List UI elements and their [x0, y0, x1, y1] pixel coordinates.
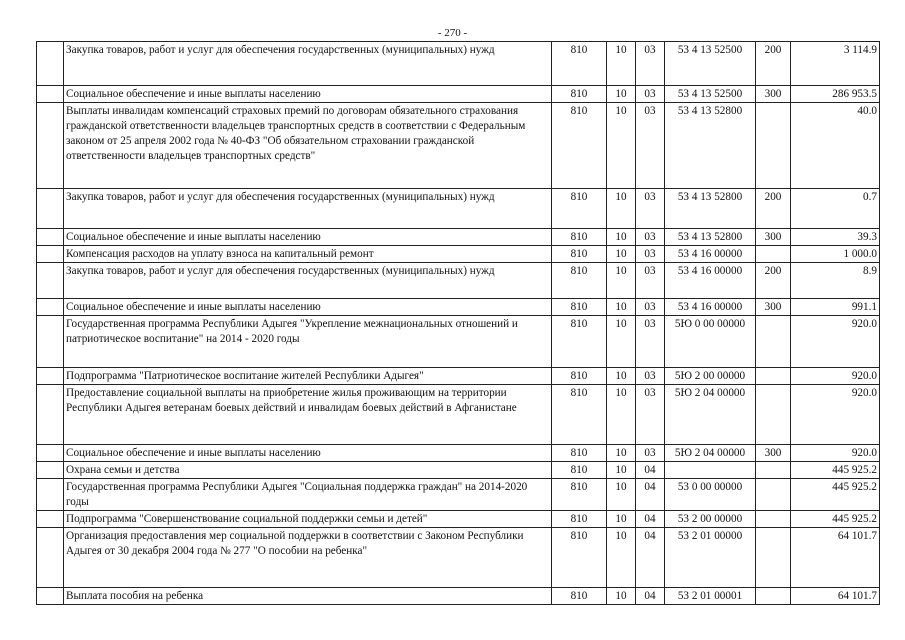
item-name-cell: Предоставление социальной выплаты на приобретение жилья проживающим на территории Республики Адыгея ветеранам боевых действий и инвалидам боевых действий в Афганистане [64, 385, 552, 445]
expense-type-cell: 300 [756, 229, 791, 246]
page-number: - 270 - [437, 27, 468, 39]
expense-type-cell: 300 [756, 86, 791, 103]
item-name-cell: Охрана семьи и детства [64, 462, 552, 479]
row-margin-cell [37, 86, 64, 103]
subsection-code-cell: 03 [636, 299, 665, 316]
section-code-cell: 10 [607, 511, 636, 528]
section-code-cell: 10 [607, 103, 636, 189]
item-name-cell: Компенсация расходов на уплату взноса на капитальный ремонт [64, 246, 552, 263]
row-margin-cell [37, 42, 64, 86]
section-code-cell: 10 [607, 528, 636, 588]
subsection-code-cell: 03 [636, 385, 665, 445]
amount-cell: 920.0 [791, 316, 880, 368]
ved-code-cell: 810 [552, 86, 607, 103]
amount-cell: 920.0 [791, 385, 880, 445]
target-article-cell: 53 4 16 00000 [665, 246, 756, 263]
expense-type-cell [756, 511, 791, 528]
row-margin-cell [37, 445, 64, 462]
row-margin-cell [37, 479, 64, 511]
target-article-cell: 53 2 01 00000 [665, 528, 756, 588]
table-row [37, 316, 880, 368]
target-article-cell [665, 462, 756, 479]
section-code-cell: 10 [607, 229, 636, 246]
item-name-cell: Государственная программа Республики Адыгея "Социальная поддержка граждан" на 2014-2020 годы [64, 479, 552, 511]
table-row [37, 86, 880, 103]
ved-code-cell: 810 [552, 299, 607, 316]
ved-code-cell: 810 [552, 588, 607, 605]
ved-code-cell: 810 [552, 368, 607, 385]
target-article-cell: 53 4 13 52500 [665, 42, 756, 86]
row-margin-cell [37, 385, 64, 445]
row-margin-cell [37, 189, 64, 229]
amount-cell: 64 101.7 [791, 528, 880, 588]
expense-type-cell [756, 528, 791, 588]
section-code-cell: 10 [607, 189, 636, 229]
table-row [37, 299, 880, 316]
target-article-cell: 53 0 00 00000 [665, 479, 756, 511]
item-name-cell: Организация предоставления мер социальной поддержки в соответствии с Законом Республики Адыгея от 30 декабря 2004 года № 277 "О пособии на ребенка" [64, 528, 552, 588]
target-article-cell: 5Ю 2 04 00000 [665, 385, 756, 445]
amount-cell: 991.1 [791, 299, 880, 316]
subsection-code-cell: 03 [636, 263, 665, 299]
expense-type-cell [756, 385, 791, 445]
table-row [37, 368, 880, 385]
section-code-cell: 10 [607, 445, 636, 462]
item-name-cell: Государственная программа Республики Адыгея "Укрепление межнациональных отношений и патриотическое воспитание" на 2014 - 2020 годы [64, 316, 552, 368]
target-article-cell: 5Ю 2 00 00000 [665, 368, 756, 385]
subsection-code-cell: 03 [636, 229, 665, 246]
section-code-cell: 10 [607, 246, 636, 263]
table-row [37, 246, 880, 263]
subsection-code-cell: 03 [636, 86, 665, 103]
section-code-cell: 10 [607, 385, 636, 445]
row-margin-cell [37, 246, 64, 263]
target-article-cell: 53 4 16 00000 [665, 299, 756, 316]
ved-code-cell: 810 [552, 263, 607, 299]
section-code-cell: 10 [607, 263, 636, 299]
ved-code-cell: 810 [552, 189, 607, 229]
subsection-code-cell: 03 [636, 246, 665, 263]
table-row [37, 385, 880, 445]
amount-cell: 39.3 [791, 229, 880, 246]
expense-type-cell [756, 462, 791, 479]
amount-cell: 445 925.2 [791, 511, 880, 528]
table-row [37, 189, 880, 229]
subsection-code-cell: 04 [636, 479, 665, 511]
ved-code-cell: 810 [552, 42, 607, 86]
row-margin-cell [37, 588, 64, 605]
target-article-cell: 53 4 13 52500 [665, 86, 756, 103]
table-row [37, 588, 880, 605]
subsection-code-cell: 04 [636, 462, 665, 479]
target-article-cell: 53 2 00 00000 [665, 511, 756, 528]
row-margin-cell [37, 299, 64, 316]
row-margin-cell [37, 316, 64, 368]
section-code-cell: 10 [607, 368, 636, 385]
section-code-cell: 10 [607, 86, 636, 103]
ved-code-cell: 810 [552, 462, 607, 479]
expense-type-cell [756, 479, 791, 511]
row-margin-cell [37, 462, 64, 479]
amount-cell: 64 101.7 [791, 588, 880, 605]
section-code-cell: 10 [607, 42, 636, 86]
amount-cell: 3 114.9 [791, 42, 880, 86]
amount-cell: 920.0 [791, 445, 880, 462]
table-row [37, 462, 880, 479]
subsection-code-cell: 03 [636, 316, 665, 368]
budget-table-body [37, 42, 880, 605]
target-article-cell: 5Ю 2 04 00000 [665, 445, 756, 462]
expense-type-cell [756, 246, 791, 263]
row-margin-cell [37, 229, 64, 246]
ved-code-cell: 810 [552, 511, 607, 528]
section-code-cell: 10 [607, 588, 636, 605]
amount-cell: 286 953.5 [791, 86, 880, 103]
row-margin-cell [37, 263, 64, 299]
ved-code-cell: 810 [552, 316, 607, 368]
item-name-cell: Социальное обеспечение и иные выплаты населению [64, 445, 552, 462]
expense-type-cell: 300 [756, 299, 791, 316]
item-name-cell: Закупка товаров, работ и услуг для обеспечения государственных (муниципальных) нужд [64, 42, 552, 86]
amount-cell: 40.0 [791, 103, 880, 189]
table-row [37, 511, 880, 528]
amount-cell: 0.7 [791, 189, 880, 229]
amount-cell: 8.9 [791, 263, 880, 299]
table-row [37, 479, 880, 511]
expense-type-cell: 200 [756, 189, 791, 229]
row-margin-cell [37, 511, 64, 528]
target-article-cell: 5Ю 0 00 00000 [665, 316, 756, 368]
item-name-cell: Подпрограмма "Совершенствование социальной поддержки семьи и детей" [64, 511, 552, 528]
subsection-code-cell: 03 [636, 103, 665, 189]
item-name-cell: Подпрограмма "Патриотическое воспитание жителей Республики Адыгея" [64, 368, 552, 385]
table-row [37, 229, 880, 246]
row-margin-cell [37, 368, 64, 385]
row-margin-cell [37, 528, 64, 588]
expense-type-cell [756, 103, 791, 189]
expense-type-cell: 300 [756, 445, 791, 462]
ved-code-cell: 810 [552, 479, 607, 511]
subsection-code-cell: 03 [636, 42, 665, 86]
section-code-cell: 10 [607, 316, 636, 368]
ved-code-cell: 810 [552, 246, 607, 263]
row-margin-cell [37, 103, 64, 189]
amount-cell: 920.0 [791, 368, 880, 385]
target-article-cell: 53 2 01 00001 [665, 588, 756, 605]
amount-cell: 1 000.0 [791, 246, 880, 263]
expense-type-cell: 200 [756, 263, 791, 299]
target-article-cell: 53 4 13 52800 [665, 103, 756, 189]
ved-code-cell: 810 [552, 385, 607, 445]
target-article-cell: 53 4 13 52800 [665, 189, 756, 229]
section-code-cell: 10 [607, 479, 636, 511]
subsection-code-cell: 03 [636, 368, 665, 385]
expense-type-cell [756, 316, 791, 368]
ved-code-cell: 810 [552, 229, 607, 246]
item-name-cell: Выплаты инвалидам компенсаций страховых премий по договорам обязательного страхования гражданской ответственности владельцев транспортных средств в соответствии с Федеральным законом от 25 апреля 2002 года № 40-ФЗ "Об обязательном страховании гражданской ответственности владельцев транспортных средств" [64, 103, 552, 189]
budget-table [36, 41, 880, 605]
section-code-cell: 10 [607, 462, 636, 479]
table-row [37, 263, 880, 299]
item-name-cell: Выплата пособия на ребенка [64, 588, 552, 605]
amount-cell: 445 925.2 [791, 479, 880, 511]
ved-code-cell: 810 [552, 103, 607, 189]
item-name-cell: Социальное обеспечение и иные выплаты населению [64, 229, 552, 246]
target-article-cell: 53 4 13 52800 [665, 229, 756, 246]
item-name-cell: Закупка товаров, работ и услуг для обеспечения государственных (муниципальных) нужд [64, 263, 552, 299]
expense-type-cell: 200 [756, 42, 791, 86]
ved-code-cell: 810 [552, 445, 607, 462]
amount-cell: 445 925.2 [791, 462, 880, 479]
item-name-cell: Социальное обеспечение и иные выплаты населению [64, 86, 552, 103]
expense-type-cell [756, 588, 791, 605]
subsection-code-cell: 03 [636, 189, 665, 229]
subsection-code-cell: 03 [636, 445, 665, 462]
table-row [37, 42, 880, 86]
table-row [37, 103, 880, 189]
table-row [37, 528, 880, 588]
item-name-cell: Закупка товаров, работ и услуг для обеспечения государственных (муниципальных) нужд [64, 189, 552, 229]
ved-code-cell: 810 [552, 528, 607, 588]
subsection-code-cell: 04 [636, 588, 665, 605]
subsection-code-cell: 04 [636, 528, 665, 588]
item-name-cell: Социальное обеспечение и иные выплаты населению [64, 299, 552, 316]
target-article-cell: 53 4 16 00000 [665, 263, 756, 299]
expense-type-cell [756, 368, 791, 385]
table-row [37, 445, 880, 462]
section-code-cell: 10 [607, 299, 636, 316]
subsection-code-cell: 04 [636, 511, 665, 528]
